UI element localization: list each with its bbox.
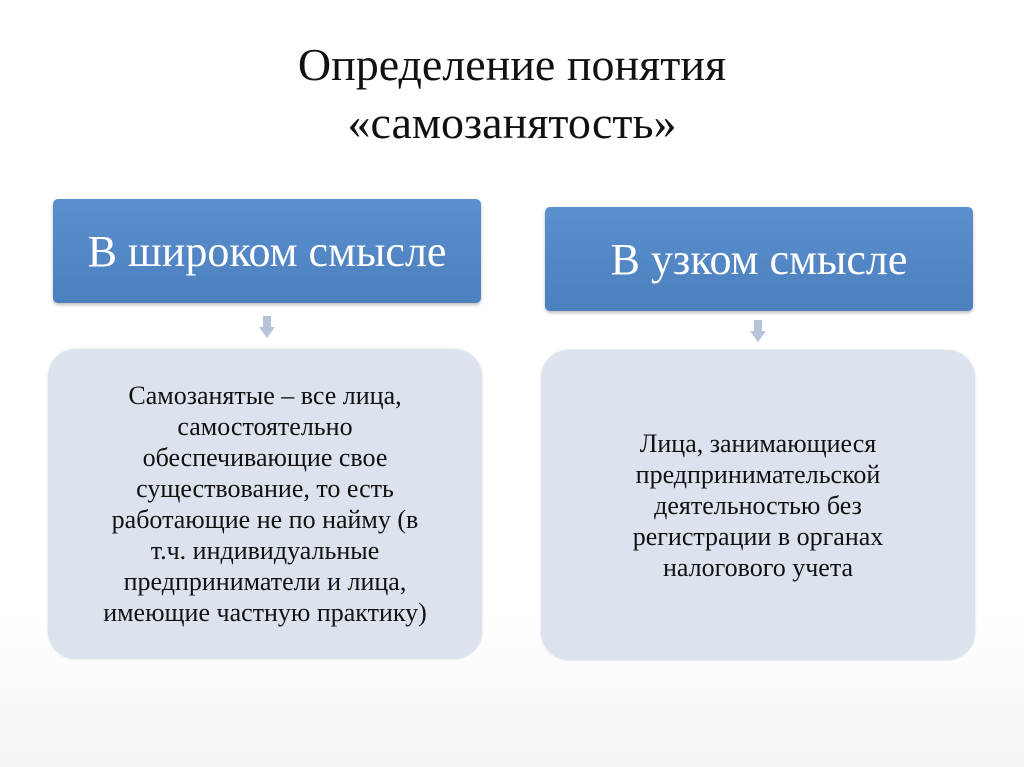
- definition-line: имеющие частную практику): [103, 598, 427, 627]
- slide-title-line-2: «самозанятость»: [347, 97, 677, 148]
- narrow-sense-definition-text: [633, 428, 884, 583]
- broad-sense-definition-text: [103, 380, 427, 628]
- definition-line: предпринимательской: [635, 459, 881, 489]
- slide-title-line-1: Определение понятия: [297, 39, 727, 90]
- definition-line: деятельностью без: [654, 490, 862, 520]
- arrow-down-icon: [259, 316, 275, 338]
- broad-sense-definition: [48, 349, 482, 659]
- arrow-down-icon: [750, 320, 766, 342]
- definition-line: Самозанятые – все лица,: [128, 381, 402, 410]
- definition-line: работающие не по найму (в: [111, 505, 419, 534]
- definition-line: самостоятельно: [177, 412, 353, 441]
- definition-line: регистрации в органах: [632, 521, 884, 551]
- narrow-sense-header-label: В узком смысле: [610, 234, 908, 284]
- narrow-sense-header: [545, 207, 973, 311]
- definition-line: Лица, занимающиеся: [639, 428, 877, 458]
- broad-sense-header-label: В широком смысле: [87, 226, 447, 276]
- definition-line: существование, то есть: [136, 474, 394, 503]
- broad-sense-header: [53, 199, 481, 303]
- definition-line: налогового учета: [662, 552, 854, 582]
- slide-title: [0, 36, 1024, 152]
- narrow-sense-definition: [541, 350, 975, 660]
- definition-line: предприниматели и лица,: [123, 567, 407, 596]
- definition-line: обеспечивающие свое: [142, 443, 388, 472]
- definition-line: т.ч. индивидуальные: [150, 536, 380, 565]
